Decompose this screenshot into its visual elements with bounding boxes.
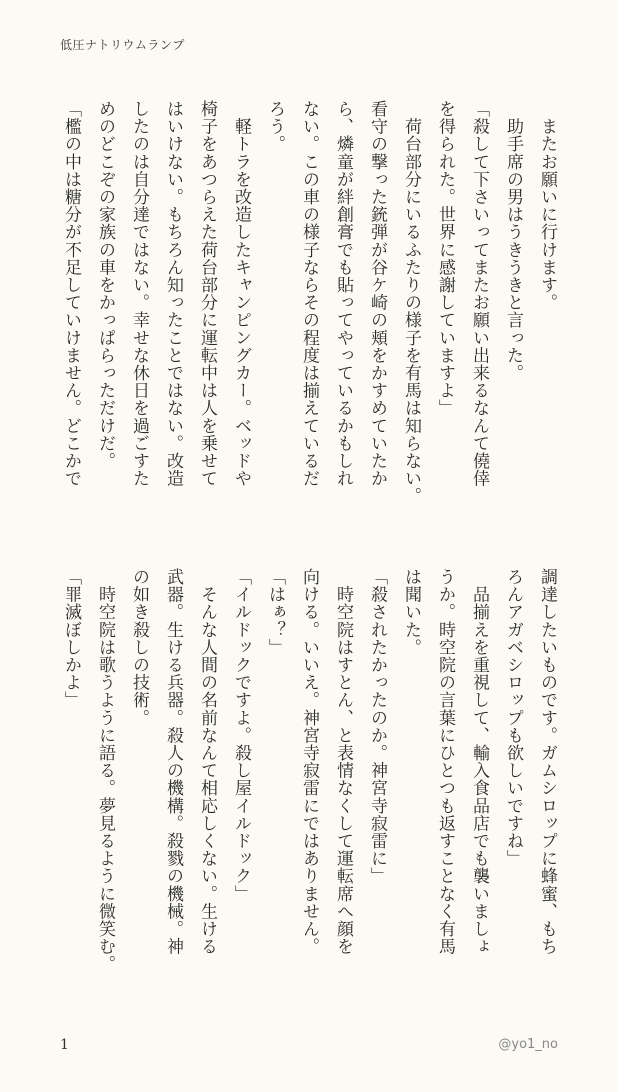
text-line: 調達したいものです。ガムシロップに蜂蜜、もち — [537, 568, 557, 956]
text-line: はいけない。もちろん知ったことではない。改造 — [163, 100, 183, 488]
text-line: を得られた。世界に感謝していますよ」 — [435, 100, 455, 417]
text-line: ろう。 — [265, 100, 285, 153]
text-line: 軽トラを改造したキャンピングカー。ベッドや — [231, 100, 251, 488]
text-line: 「殺して下さいってまたお願い出来るなんて僥倖 — [469, 100, 489, 488]
text-line: そんな人間の名前なんて相応しくない。生ける — [197, 568, 217, 956]
author-handle: @yo1_no — [498, 1037, 558, 1052]
text-line: 「イルドックですよ。殺し屋イルドック」 — [231, 568, 251, 903]
text-line: 椅子をあつらえた荷台部分に運転中は人を乗せて — [197, 100, 217, 488]
text-line: またお願いに行けます。 — [537, 100, 557, 312]
text-line: 武器。生ける兵器。殺人の機構。殺戮の機械。神 — [163, 568, 183, 956]
text-line: 「罪滅ぼしかよ」 — [61, 568, 81, 709]
text-line: ら、燐童が絆創膏でも貼ってやっているかもしれ — [333, 100, 353, 488]
text-line: 品揃えを重視して、輸入食品店でも襲いましょ — [469, 568, 489, 956]
text-block-upper — [61, 100, 564, 526]
text-line: は聞いた。 — [401, 568, 421, 656]
text-line: ない。この車の様子ならその程度は揃えているだ — [299, 100, 319, 488]
text-line: めのどこぞの家族の車をかっぱらっただけだ。 — [95, 100, 115, 470]
text-line: 「はぁ？」 — [265, 568, 285, 656]
text-line: うか。時空院の言葉にひとつも返すことなく有馬 — [435, 568, 455, 956]
text-line: 時空院はすとん、と表情なくして運転席へ顔を — [333, 568, 353, 956]
text-line: 荷台部分にいるふたりの様子を有馬は知らない。 — [401, 100, 421, 505]
work-title: 低圧ナトリウムランプ — [60, 38, 185, 52]
text-block-lower — [61, 568, 564, 1014]
text-line: 看守の撃った銃弾が谷ケ崎の頬をかすめていたか — [367, 100, 387, 488]
text-line: 時空院は歌うように語る。夢見るように微笑む。 — [95, 568, 115, 973]
page-number: 1 — [60, 1037, 69, 1053]
text-line: ろんアガベシロップも欲しいですね」 — [503, 568, 523, 868]
text-line: 助手席の男はうきうきと言った。 — [503, 100, 523, 382]
text-line: したのは自分達ではない。幸せな休日を過ごすた — [129, 100, 149, 488]
text-line: 「殺されたかったのか。神宮寺寂雷に」 — [367, 568, 387, 885]
text-line: の如き殺しの技術。 — [129, 568, 149, 727]
text-line: 「檻の中は糖分が不足していけません。どこかで — [61, 100, 81, 488]
text-line: 向ける。いいえ。神宮寺寂雷にではありません。 — [299, 568, 319, 956]
